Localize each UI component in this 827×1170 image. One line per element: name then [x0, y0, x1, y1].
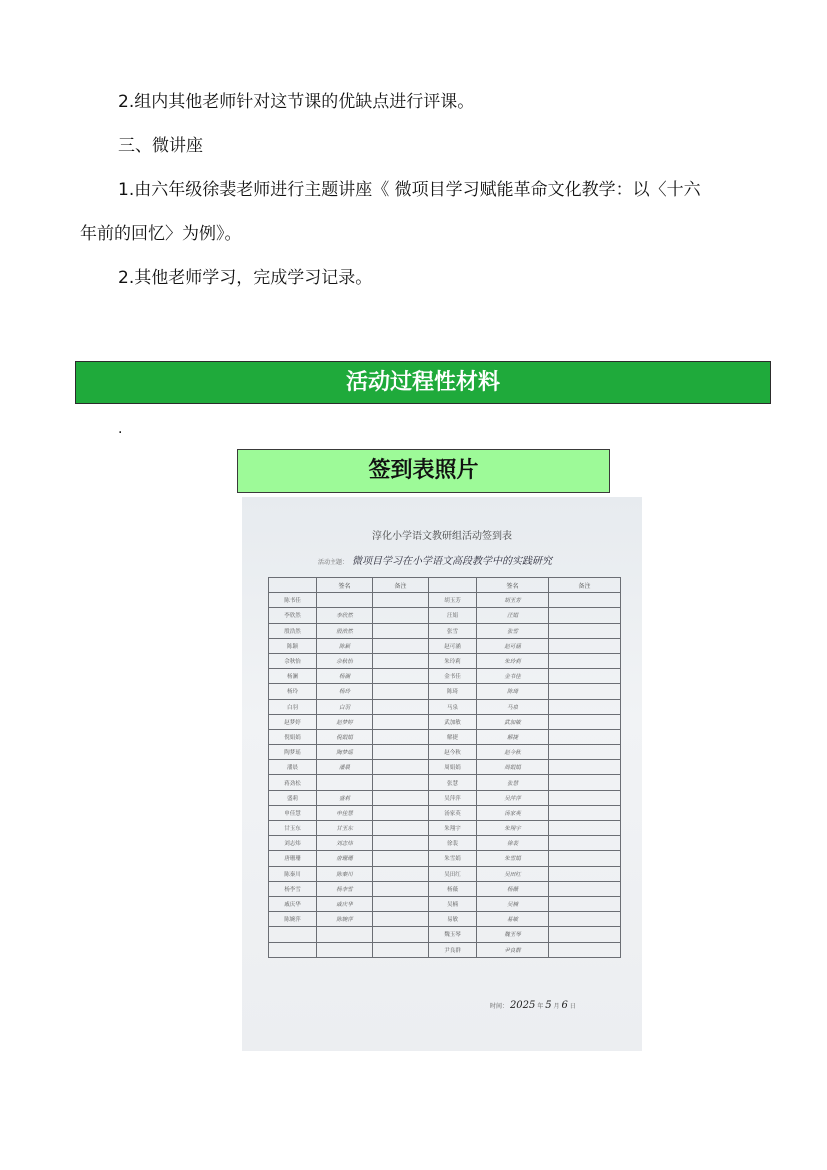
sheet-title: 淳化小学语文教研组活动签到表 — [372, 531, 512, 542]
right-name-cell: 张慧 — [429, 775, 477, 790]
table-row — [269, 593, 621, 608]
right-name-cell: 汪娟 — [429, 608, 477, 623]
left-name-cell: 佘秋怡 — [269, 653, 317, 668]
right-note-cell — [549, 593, 621, 608]
right-signature-cell: 尹良群 — [477, 942, 549, 957]
right-signature-cell: 胡玉芳 — [477, 593, 549, 608]
left-note-cell — [373, 729, 429, 744]
right-name-cell: 朱玲莉 — [429, 653, 477, 668]
left-note-cell — [373, 653, 429, 668]
left-name-cell: 陈颖 — [269, 638, 317, 653]
left-signature-cell: 白羽 — [317, 699, 373, 714]
right-note-cell — [549, 942, 621, 957]
right-signature-cell: 朱雪娟 — [477, 851, 549, 866]
date-month-unit: 月 — [553, 1003, 560, 1010]
right-name-cell: 易敏 — [429, 912, 477, 927]
right-name-cell: 陈琦 — [429, 684, 477, 699]
right-name-cell: 徐裴 — [429, 836, 477, 851]
left-signature-cell: 李欣然 — [317, 608, 373, 623]
header-sign-right: 签名 — [477, 578, 549, 593]
right-name-cell: 吴萍萍 — [429, 790, 477, 805]
stray-dot: . — [118, 421, 123, 437]
left-note-cell — [373, 669, 429, 684]
right-note-cell — [549, 684, 621, 699]
right-signature-cell: 张雪 — [477, 623, 549, 638]
left-note-cell — [373, 805, 429, 820]
table-row — [269, 775, 621, 790]
right-name-cell: 杨薇 — [429, 881, 477, 896]
right-note-cell — [549, 653, 621, 668]
right-name-cell: 赵可涵 — [429, 638, 477, 653]
left-note-cell — [373, 593, 429, 608]
table-row — [269, 684, 621, 699]
right-note-cell — [549, 881, 621, 896]
left-signature-cell: 赵梦婷 — [317, 714, 373, 729]
right-name-cell: 朱翔宇 — [429, 821, 477, 836]
table-row — [269, 714, 621, 729]
date-month: 5 — [545, 1000, 552, 1011]
left-signature-cell: 陈秦川 — [317, 866, 373, 881]
left-signature-cell: 殷浩然 — [317, 623, 373, 638]
left-note-cell — [373, 745, 429, 760]
left-note-cell — [373, 927, 429, 942]
right-signature-cell: 吴楠 — [477, 896, 549, 911]
right-signature-cell: 汤家英 — [477, 805, 549, 820]
table-row — [269, 623, 621, 638]
right-signature-cell: 陈琦 — [477, 684, 549, 699]
right-signature-cell: 吴田红 — [477, 866, 549, 881]
heading-micro-lecture: 三、微讲座 — [118, 136, 203, 156]
table-row — [269, 760, 621, 775]
left-note-cell — [373, 821, 429, 836]
left-name-cell: 戚庆华 — [269, 896, 317, 911]
right-name-cell: 吴田红 — [429, 866, 477, 881]
right-note-cell — [549, 821, 621, 836]
table-row — [269, 866, 621, 881]
header-sign-left: 签名 — [317, 578, 373, 593]
left-signature-cell: 甘玉东 — [317, 821, 373, 836]
right-signature-cell: 朱玲莉 — [477, 653, 549, 668]
left-note-cell — [373, 623, 429, 638]
left-signature-cell — [317, 942, 373, 957]
header-note-right: 备注 — [549, 578, 621, 593]
right-name-cell: 赵今秋 — [429, 745, 477, 760]
right-note-cell — [549, 775, 621, 790]
left-signature-cell: 倪娟娟 — [317, 729, 373, 744]
table-row — [269, 805, 621, 820]
right-note-cell — [549, 760, 621, 775]
table-row — [269, 881, 621, 896]
sheet-topic-label: 活动主题： — [318, 559, 349, 566]
right-signature-cell: 马泉 — [477, 699, 549, 714]
right-note-cell — [549, 836, 621, 851]
right-name-cell: 朱雪娟 — [429, 851, 477, 866]
right-note-cell — [549, 669, 621, 684]
right-signature-cell: 朱翔宇 — [477, 821, 549, 836]
right-signature-cell: 汪娟 — [477, 608, 549, 623]
left-name-cell: 陈书佳 — [269, 593, 317, 608]
table-row — [269, 653, 621, 668]
date-year-unit: 年 — [537, 1003, 544, 1010]
header-note-left: 备注 — [373, 578, 429, 593]
left-note-cell — [373, 836, 429, 851]
left-signature-cell: 申佳慧 — [317, 805, 373, 820]
left-note-cell — [373, 684, 429, 699]
right-name-cell: 武加敏 — [429, 714, 477, 729]
left-signature-cell: 杨玲 — [317, 684, 373, 699]
right-name-cell: 吴楠 — [429, 896, 477, 911]
left-signature-cell: 陶梦瑶 — [317, 745, 373, 760]
table-row — [269, 821, 621, 836]
right-signature-cell: 杨薇 — [477, 881, 549, 896]
left-note-cell — [373, 881, 429, 896]
left-note-cell — [373, 699, 429, 714]
sheet-date — [490, 1000, 576, 1011]
left-signature-cell: 杨李雪 — [317, 881, 373, 896]
right-signature-cell: 武加敏 — [477, 714, 549, 729]
left-note-cell — [373, 942, 429, 957]
right-note-cell — [549, 714, 621, 729]
paragraph-study: 2.其他老师学习，完成学习记录。 — [118, 268, 373, 288]
table-header-row — [269, 578, 621, 593]
date-day: 6 — [561, 1000, 568, 1011]
right-note-cell — [549, 699, 621, 714]
right-note-cell — [549, 805, 621, 820]
right-note-cell — [549, 790, 621, 805]
sign-in-sheet-photo — [242, 497, 642, 1051]
left-signature-cell: 刘志炜 — [317, 836, 373, 851]
sheet-topic-handwriting: 微项目学习在小学语文高段教学中的实践研究 — [352, 556, 552, 567]
left-signature-cell: 杨澜 — [317, 669, 373, 684]
left-name-cell: 白羽 — [269, 699, 317, 714]
table-row — [269, 790, 621, 805]
header-blank — [429, 578, 477, 593]
photo-banner: 签到表照片 — [237, 449, 610, 493]
left-name-cell: 杨李雪 — [269, 881, 317, 896]
left-note-cell — [373, 638, 429, 653]
right-note-cell — [549, 608, 621, 623]
right-signature-cell: 赵今秋 — [477, 745, 549, 760]
left-note-cell — [373, 714, 429, 729]
left-note-cell — [373, 608, 429, 623]
table-row — [269, 836, 621, 851]
left-name-cell: 申佳慧 — [269, 805, 317, 820]
table-row — [269, 669, 621, 684]
left-name-cell: 殷浩然 — [269, 623, 317, 638]
left-note-cell — [373, 851, 429, 866]
table-row — [269, 927, 621, 942]
right-name-cell: 尹良群 — [429, 942, 477, 957]
right-name-cell: 周娟娟 — [429, 760, 477, 775]
right-signature-cell: 解捷 — [477, 729, 549, 744]
left-name-cell: 陈秦川 — [269, 866, 317, 881]
right-name-cell: 魏玉琴 — [429, 927, 477, 942]
left-signature-cell — [317, 927, 373, 942]
left-name-cell: 李欣然 — [269, 608, 317, 623]
right-signature-cell: 魏玉琴 — [477, 927, 549, 942]
table-row — [269, 912, 621, 927]
left-signature-cell: 陈颖 — [317, 638, 373, 653]
table-row — [269, 851, 621, 866]
header-blank — [269, 578, 317, 593]
left-signature-cell: 潘晨 — [317, 760, 373, 775]
date-day-unit: 日 — [569, 1003, 576, 1010]
right-name-cell: 马泉 — [429, 699, 477, 714]
left-name-cell: 盛莉 — [269, 790, 317, 805]
left-signature-cell: 盛莉 — [317, 790, 373, 805]
left-name-cell: 蒋劲松 — [269, 775, 317, 790]
left-name-cell: 倪娟娟 — [269, 729, 317, 744]
left-note-cell — [373, 760, 429, 775]
left-signature-cell: 陈婉萍 — [317, 912, 373, 927]
left-name-cell: 刘志炜 — [269, 836, 317, 851]
right-note-cell — [549, 729, 621, 744]
left-note-cell — [373, 866, 429, 881]
left-name-cell: 杨玲 — [269, 684, 317, 699]
paragraph-lecture-line1: 1.由六年级徐裴老师进行主题讲座《 微项目学习赋能革命文化教学：以〈十六 — [118, 180, 701, 200]
right-name-cell: 胡玉芳 — [429, 593, 477, 608]
table-row — [269, 729, 621, 744]
left-note-cell — [373, 912, 429, 927]
right-name-cell: 金书佳 — [429, 669, 477, 684]
sign-in-table — [268, 577, 621, 958]
left-signature-cell: 唐珊珊 — [317, 851, 373, 866]
right-name-cell: 汤家英 — [429, 805, 477, 820]
right-signature-cell: 易敏 — [477, 912, 549, 927]
left-name-cell: 潘晨 — [269, 760, 317, 775]
right-note-cell — [549, 623, 621, 638]
right-note-cell — [549, 866, 621, 881]
right-note-cell — [549, 638, 621, 653]
section-banner: 活动过程性材料 — [75, 361, 771, 404]
paragraph-eval: 2.组内其他老师针对这节课的优缺点进行评课。 — [118, 92, 475, 112]
right-signature-cell: 吴萍萍 — [477, 790, 549, 805]
left-name-cell: 陶梦瑶 — [269, 745, 317, 760]
paragraph-lecture-line2: 年前的回忆〉为例》。 — [80, 224, 242, 244]
left-name-cell: 甘玉东 — [269, 821, 317, 836]
left-name-cell: 陈婉萍 — [269, 912, 317, 927]
date-label: 时间： — [490, 1003, 509, 1010]
right-signature-cell: 张慧 — [477, 775, 549, 790]
right-note-cell — [549, 927, 621, 942]
left-note-cell — [373, 896, 429, 911]
left-name-cell: 赵梦婷 — [269, 714, 317, 729]
left-name-cell: 唐珊珊 — [269, 851, 317, 866]
left-note-cell — [373, 790, 429, 805]
left-name-cell — [269, 942, 317, 957]
table-row — [269, 699, 621, 714]
right-note-cell — [549, 896, 621, 911]
right-note-cell — [549, 745, 621, 760]
left-name-cell: 杨澜 — [269, 669, 317, 684]
table-row — [269, 942, 621, 957]
left-signature-cell — [317, 775, 373, 790]
right-signature-cell: 金书佳 — [477, 669, 549, 684]
right-signature-cell: 周娟娟 — [477, 760, 549, 775]
right-note-cell — [549, 912, 621, 927]
left-signature-cell: 戚庆华 — [317, 896, 373, 911]
table-row — [269, 896, 621, 911]
right-signature-cell: 徐裴 — [477, 836, 549, 851]
left-signature-cell — [317, 593, 373, 608]
right-name-cell: 张雪 — [429, 623, 477, 638]
right-signature-cell: 赵可涵 — [477, 638, 549, 653]
left-signature-cell: 佘秋怡 — [317, 653, 373, 668]
table-row — [269, 745, 621, 760]
right-note-cell — [549, 851, 621, 866]
date-year: 2025 — [509, 1000, 536, 1011]
table-row — [269, 608, 621, 623]
right-name-cell: 解捷 — [429, 729, 477, 744]
left-name-cell — [269, 927, 317, 942]
table-row — [269, 638, 621, 653]
left-note-cell — [373, 775, 429, 790]
